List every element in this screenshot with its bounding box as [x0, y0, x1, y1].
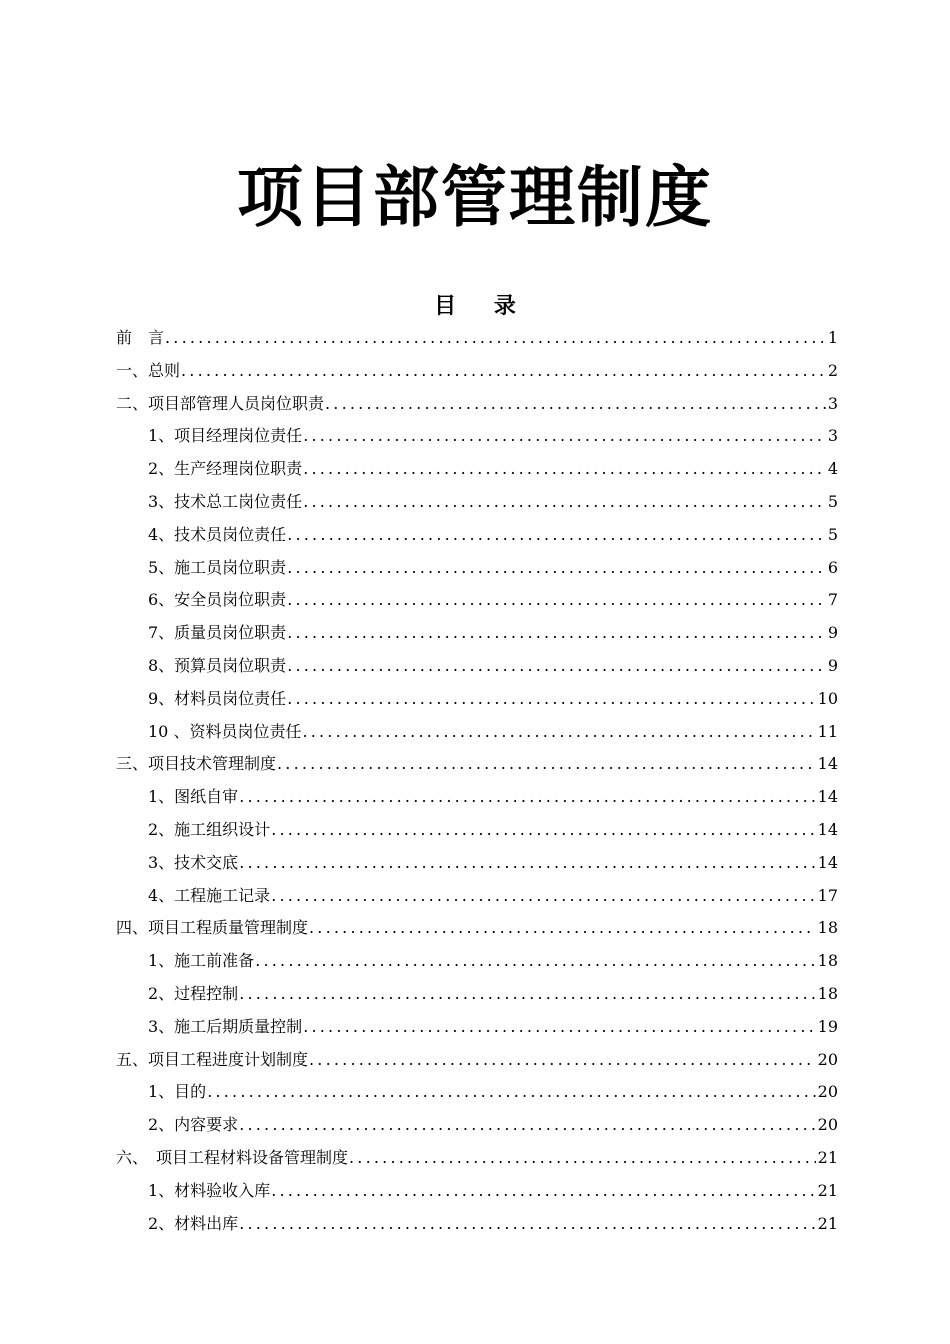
- toc-dot-leader: [325, 388, 826, 421]
- toc-dot-leader: [349, 1142, 816, 1175]
- toc-dot-leader: [239, 1109, 815, 1142]
- toc-entry[interactable]: [116, 880, 838, 913]
- toc-entry-page-number: 21: [817, 1147, 838, 1167]
- toc-entry[interactable]: [116, 1142, 838, 1175]
- toc-dot-leader: [271, 880, 815, 913]
- toc-entry-label: 2、过程控制: [148, 983, 239, 1003]
- toc-dot-leader: [302, 716, 815, 749]
- toc-entry-label: 1、项目经理岗位责任: [148, 426, 303, 446]
- toc-dot-leader: [239, 978, 815, 1011]
- toc-dot-leader: [303, 420, 826, 453]
- toc-entry[interactable]: [116, 748, 838, 781]
- toc-entry-label: 三、项目技术管理制度: [116, 754, 277, 774]
- toc-entry-page-number: 14: [817, 852, 838, 872]
- toc-entry-label: 五、项目工程进度计划制度: [116, 1049, 309, 1069]
- toc-entry[interactable]: [116, 1076, 838, 1109]
- toc-dot-leader: [165, 322, 826, 355]
- toc-entry-page-number: 21: [817, 1213, 838, 1233]
- toc-dot-leader: [303, 486, 826, 519]
- toc-entry-label: 1、目的: [148, 1082, 207, 1102]
- toc-entry-page-number: 18: [817, 951, 838, 971]
- toc-dot-leader: [287, 552, 826, 585]
- toc-entry[interactable]: [116, 519, 838, 552]
- toc-entry[interactable]: [116, 978, 838, 1011]
- toc-entry[interactable]: [116, 617, 838, 650]
- document-title: 项目部管理制度: [237, 159, 713, 236]
- toc-entry-label: 6、安全员岗位职责: [148, 590, 287, 610]
- toc-entry-label: 2、材料出库: [148, 1213, 239, 1233]
- toc-entry-page-number: 9: [827, 623, 838, 643]
- toc-entry[interactable]: [116, 1109, 838, 1142]
- toc-entry-page-number: 21: [817, 1180, 838, 1200]
- toc-entry-page-number: 5: [827, 524, 838, 544]
- toc-entry-page-number: 20: [817, 1049, 838, 1069]
- toc-entry[interactable]: [116, 1175, 838, 1208]
- toc-entry-label: 5、施工员岗位职责: [148, 557, 287, 577]
- toc-entry-label: 一、总则: [116, 360, 181, 380]
- toc-entry[interactable]: [116, 814, 838, 847]
- toc-entry[interactable]: [116, 355, 838, 388]
- toc-entry-page-number: 1: [827, 328, 838, 347]
- toc-entry-label: 前 言: [116, 328, 165, 347]
- toc-entry[interactable]: [116, 322, 838, 355]
- toc-entry-page-number: 19: [817, 1016, 838, 1036]
- toc-dot-leader: [239, 1208, 815, 1241]
- toc-entry-page-number: 20: [817, 1082, 838, 1102]
- toc-entry-page-number: 6: [827, 557, 838, 577]
- toc-entry-page-number: 11: [817, 721, 838, 741]
- toc-dot-leader: [255, 945, 815, 978]
- toc-dot-leader: [287, 683, 815, 716]
- toc-entry-label: 10 、资料员岗位责任: [148, 721, 302, 741]
- toc-entry-page-number: 7: [827, 590, 838, 610]
- toc-entry[interactable]: [116, 388, 838, 421]
- toc-entry-label: 4、技术员岗位责任: [148, 524, 287, 544]
- toc-entry-label: 7、质量员岗位职责: [148, 623, 287, 643]
- toc-dot-leader: [309, 912, 816, 945]
- toc-entry-label: 1、材料验收入库: [148, 1180, 271, 1200]
- toc-entry-label: 3、技术总工岗位责任: [148, 491, 303, 511]
- toc-entry-page-number: 17: [817, 885, 838, 905]
- toc-entry[interactable]: [116, 912, 838, 945]
- toc-entry[interactable]: [116, 1044, 838, 1077]
- toc-entry[interactable]: [116, 847, 838, 880]
- toc-entry-page-number: 4: [827, 459, 838, 479]
- toc-entry[interactable]: [116, 453, 838, 486]
- toc-entry-label: 3、施工后期质量控制: [148, 1016, 303, 1036]
- toc-entry-label: 9、材料员岗位责任: [148, 688, 287, 708]
- toc-dot-leader: [239, 781, 815, 814]
- toc-dot-leader: [309, 1044, 816, 1077]
- toc-dot-leader: [287, 584, 826, 617]
- toc-dot-leader: [207, 1076, 815, 1109]
- toc-dot-leader: [287, 617, 826, 650]
- toc-entry-page-number: 14: [817, 754, 838, 774]
- toc-entry[interactable]: [116, 552, 838, 585]
- toc-entry-page-number: 14: [817, 787, 838, 807]
- toc-entry[interactable]: [116, 781, 838, 814]
- toc-entry-label: 4、工程施工记录: [148, 885, 271, 905]
- toc-entry-label: 二、项目部管理人员岗位职责: [116, 393, 325, 413]
- toc-entry-page-number: 10: [817, 688, 838, 708]
- toc-entry[interactable]: [116, 1208, 838, 1241]
- toc-entry-label: 1、图纸自审: [148, 787, 239, 807]
- toc-dot-leader: [271, 1175, 815, 1208]
- toc-heading: 目 录: [434, 293, 516, 319]
- toc-entry-page-number: 14: [817, 819, 838, 839]
- toc-entry-page-number: 5: [827, 491, 838, 511]
- table-of-contents: [116, 322, 838, 1240]
- toc-entry-page-number: 3: [827, 393, 838, 413]
- toc-entry-page-number: 20: [817, 1115, 838, 1135]
- toc-entry[interactable]: [116, 420, 838, 453]
- toc-entry[interactable]: [116, 584, 838, 617]
- toc-entry-label: 2、施工组织设计: [148, 819, 271, 839]
- toc-entry[interactable]: [116, 1011, 838, 1044]
- toc-entry-page-number: 18: [817, 918, 838, 938]
- toc-dot-leader: [287, 519, 826, 552]
- toc-dot-leader: [303, 453, 826, 486]
- toc-dot-leader: [277, 748, 816, 781]
- toc-entry-page-number: 3: [827, 426, 838, 446]
- toc-entry-label: 六、 项目工程材料设备管理制度: [116, 1147, 349, 1167]
- toc-dot-leader: [303, 1011, 815, 1044]
- toc-dot-leader: [181, 355, 826, 388]
- toc-entry[interactable]: [116, 716, 838, 749]
- toc-entry[interactable]: [116, 650, 838, 683]
- toc-entry-page-number: 18: [817, 983, 838, 1003]
- toc-dot-leader: [287, 650, 826, 683]
- toc-entry[interactable]: [116, 683, 838, 716]
- toc-entry-page-number: 9: [827, 655, 838, 675]
- toc-entry-label: 1、施工前准备: [148, 951, 255, 971]
- toc-entry-label: 2、生产经理岗位职责: [148, 459, 303, 479]
- toc-dot-leader: [271, 814, 815, 847]
- toc-entry-label: 8、预算员岗位职责: [148, 655, 287, 675]
- toc-entry-page-number: 2: [827, 360, 838, 380]
- toc-entry[interactable]: [116, 945, 838, 978]
- toc-dot-leader: [239, 847, 815, 880]
- toc-entry-label: 四、项目工程质量管理制度: [116, 918, 309, 938]
- toc-entry-label: 3、技术交底: [148, 852, 239, 872]
- toc-entry-label: 2、内容要求: [148, 1115, 239, 1135]
- toc-entry[interactable]: [116, 486, 838, 519]
